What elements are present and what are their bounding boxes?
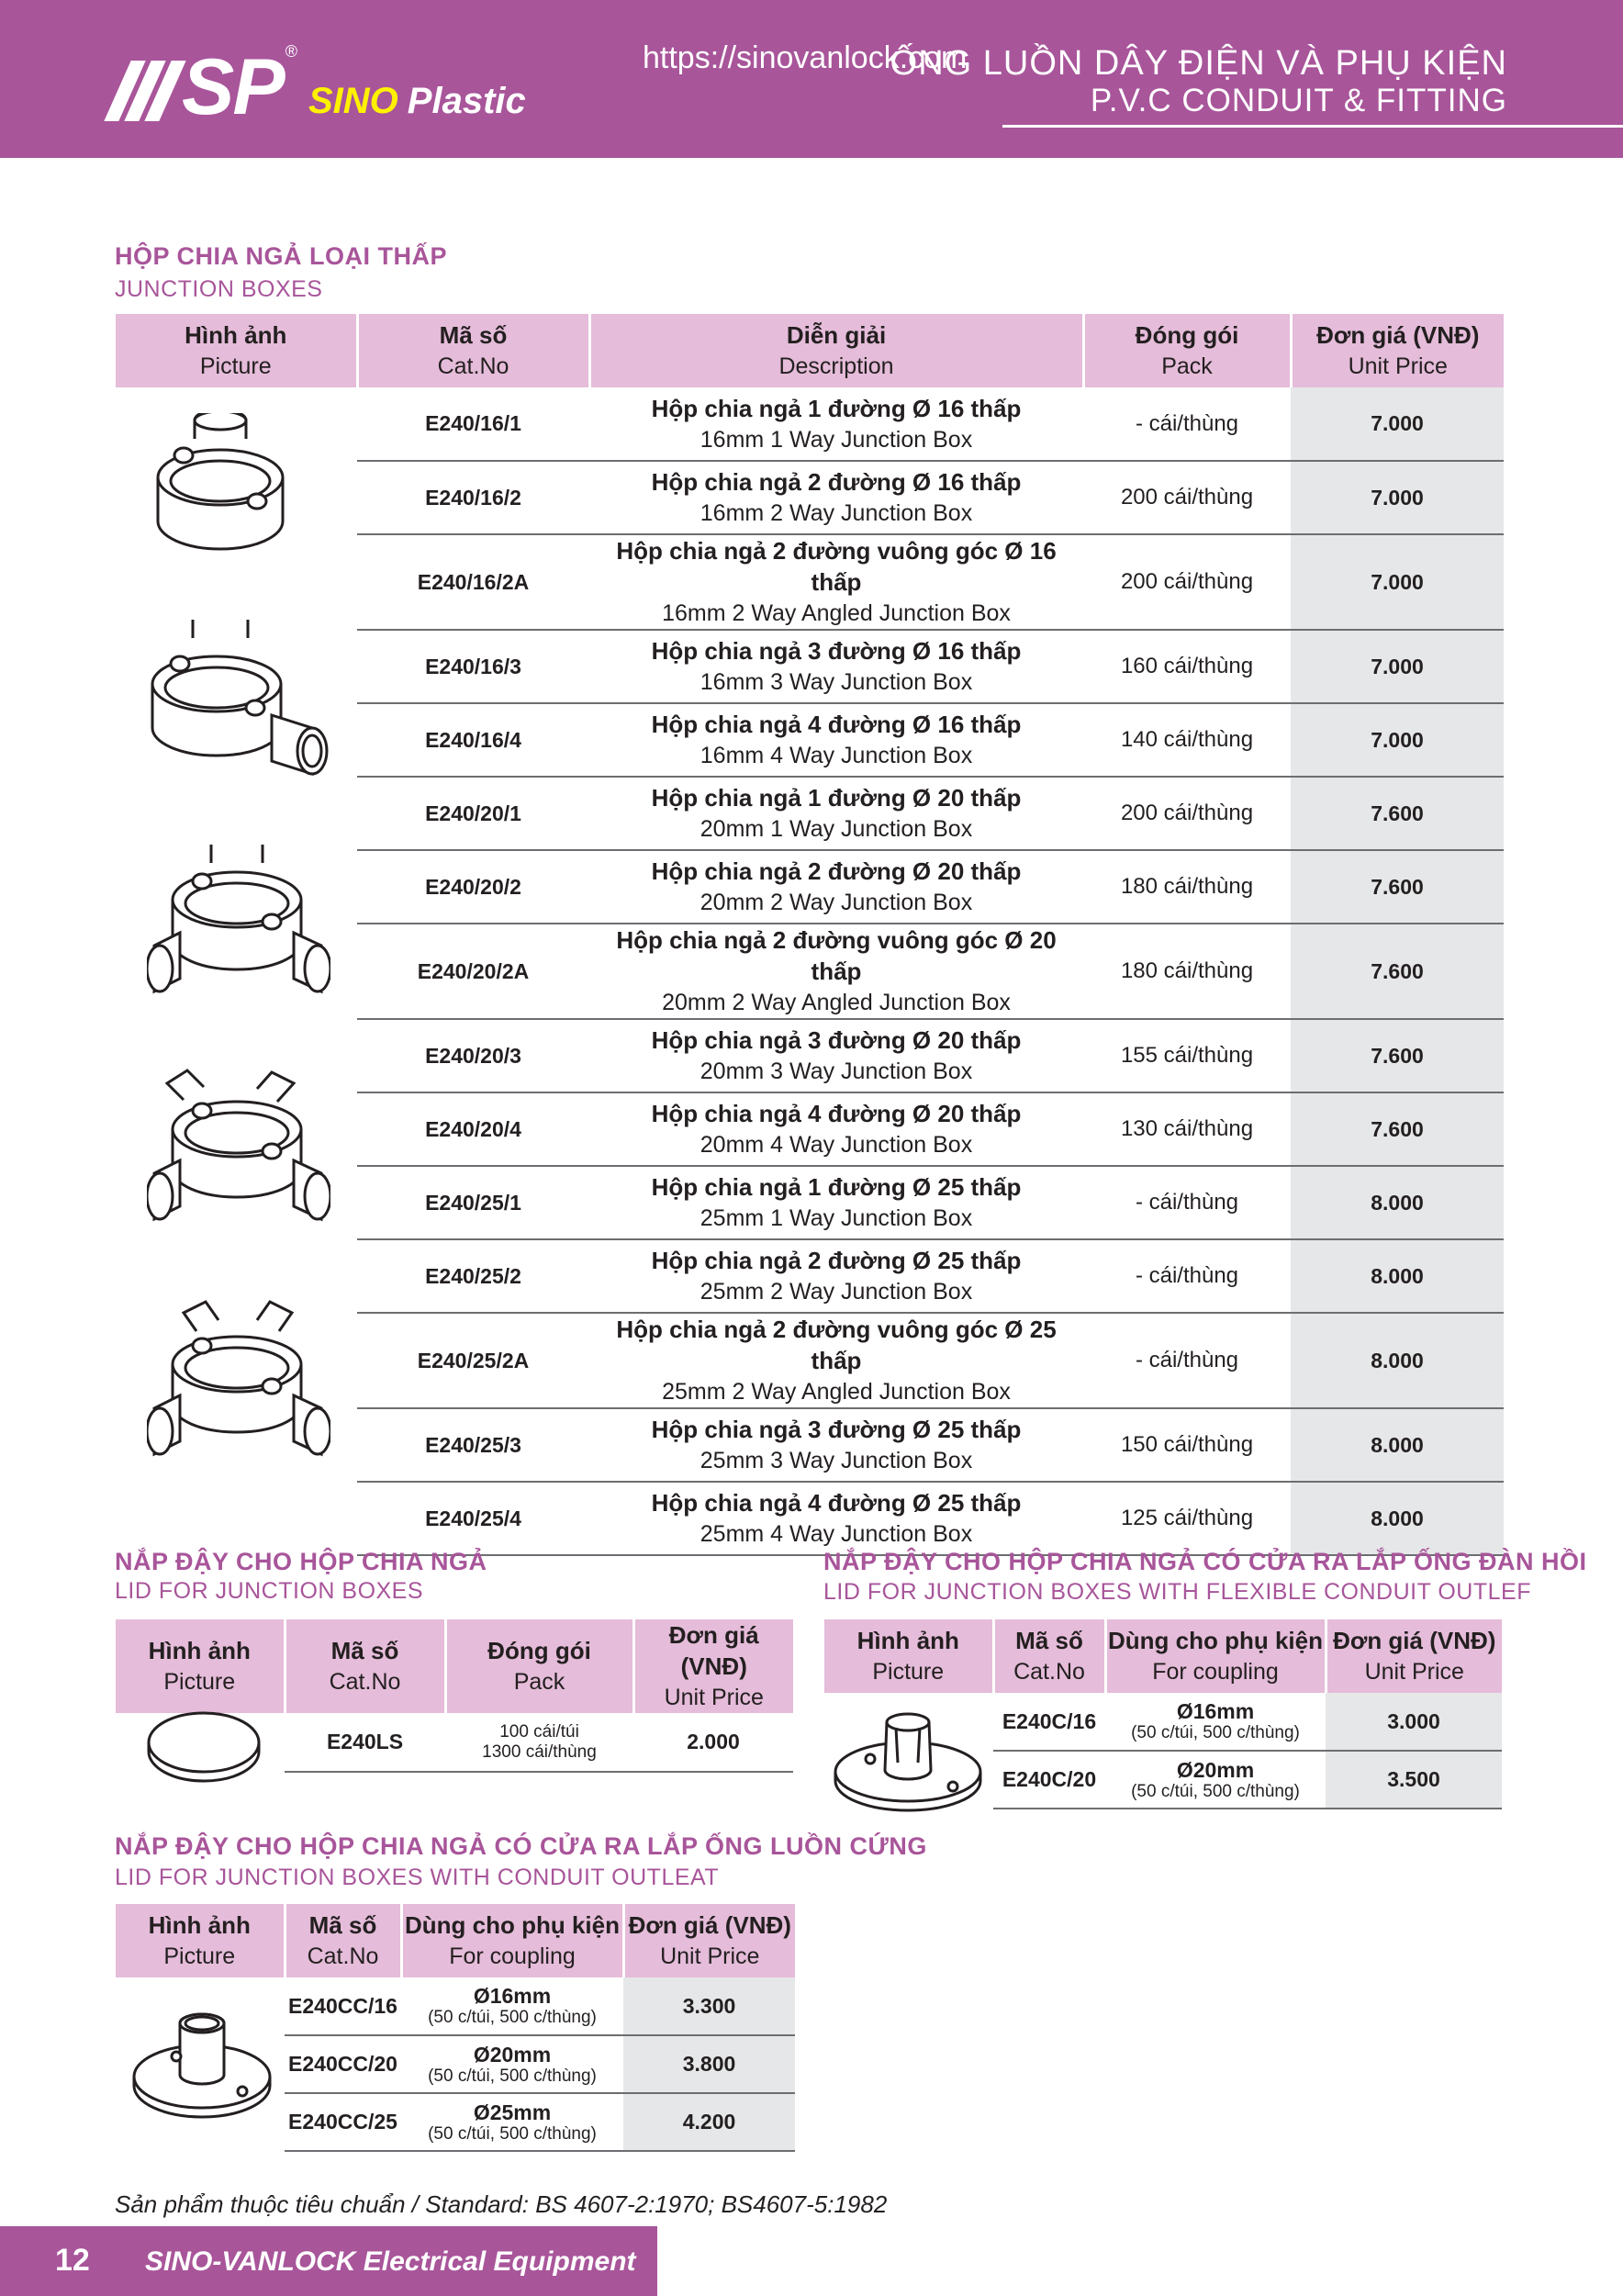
description: Hộp chia ngả 3 đường Ø 16 thấp 16mm 3 Way Junction Box <box>589 630 1083 703</box>
description: Hộp chia ngả 3 đường Ø 25 thấp 25mm 3 Way Junction Box <box>589 1408 1083 1482</box>
description: Hộp chia ngả 1 đường Ø 16 thấp 16mm 1 Way Junction Box <box>589 387 1083 461</box>
header-divider <box>1002 125 1623 128</box>
header-for-coupling: Dùng cho phụ kiện For coupling <box>1105 1619 1326 1693</box>
pack: 180 cái/thùng <box>1083 924 1291 1019</box>
pack: 130 cái/thùng <box>1083 1092 1291 1166</box>
pack: 140 cái/thùng <box>1083 703 1291 777</box>
lid-conduit-outlet-image <box>129 2001 275 2121</box>
catalog-title-en: P.V.C CONDUIT & FITTING <box>1090 83 1507 118</box>
pack: 180 cái/thùng <box>1083 850 1291 924</box>
cat-no: E240/20/1 <box>357 777 589 850</box>
description: Hộp chia ngả 2 đường Ø 16 thấp 16mm 2 Way Junction Box <box>589 461 1083 534</box>
page-number: 12 <box>55 2243 90 2278</box>
unit-price: 7.000 <box>1291 387 1504 461</box>
description: Hộp chia ngả 4 đường Ø 16 thấp 16mm 4 Way Junction Box <box>589 703 1083 777</box>
header-cat-no: Mã số Cat.No <box>357 314 589 387</box>
description: Hộp chia ngả 2 đường Ø 20 thấp 20mm 2 Way Junction Box <box>589 850 1083 924</box>
page-header <box>0 0 1623 158</box>
description: Hộp chia ngả 2 đường vuông góc Ø 25 thấp 25mm 2 Way Angled Junction Box <box>589 1313 1083 1408</box>
lid-flexible-outlet-image <box>830 1708 986 1818</box>
header-picture: Hình ảnh Picture <box>116 1904 285 1977</box>
description: Hộp chia ngả 4 đường Ø 25 thấp 25mm 4 Way Junction Box <box>589 1482 1083 1555</box>
lid-flex-section-title-vn: NẮP ĐẬY CHO HỘP CHIA NGẢ CÓ CỬA RA LẮP ỐNG ĐÀN HỒI <box>823 1548 1587 1575</box>
cat-no: E240C/20 <box>993 1751 1105 1809</box>
logo-slashes-icon <box>118 61 173 121</box>
pack: 200 cái/thùng <box>1083 777 1291 850</box>
unit-price: 7.600 <box>1291 1019 1504 1092</box>
for-coupling: Ø25mm (50 c/túi, 500 c/thùng) <box>401 2093 623 2151</box>
website-url[interactable]: https://sinovanlock.com <box>643 40 968 75</box>
junction-section-title-vn: HỘP CHIA NGẢ LOẠI THẤP <box>115 242 448 270</box>
junction-box-1-way-image <box>138 413 303 569</box>
junction-section-title-en: JUNCTION BOXES <box>115 276 323 302</box>
lid-section-title-vn: NẮP ĐẬY CHO HỘP CHIA NGẢ <box>115 1548 487 1575</box>
for-coupling: Ø16mm (50 c/túi, 500 c/thùng) <box>1105 1693 1326 1751</box>
cat-no: E240LS <box>285 1713 445 1772</box>
description: Hộp chia ngả 4 đường Ø 20 thấp 20mm 4 Way Junction Box <box>589 1092 1083 1166</box>
logo-plastic: Plastic <box>407 81 526 121</box>
unit-price: 3.000 <box>1326 1693 1502 1751</box>
cat-no: E240/20/3 <box>357 1019 589 1092</box>
pack: 125 cái/thùng <box>1083 1482 1291 1555</box>
sino-plastic-logo <box>118 42 526 131</box>
description: Hộp chia ngả 1 đường Ø 20 thấp 20mm 1 Way Junction Box <box>589 777 1083 850</box>
cat-no: E240/25/2 <box>357 1239 589 1313</box>
unit-price: 3.800 <box>623 2035 795 2093</box>
unit-price: 7.000 <box>1291 461 1504 534</box>
for-coupling: Ø20mm (50 c/túi, 500 c/thùng) <box>1105 1751 1326 1809</box>
pack: 100 cái/túi 1300 cái/thùng <box>445 1713 633 1772</box>
cat-no: E240/16/1 <box>357 387 589 461</box>
table-header-row <box>824 1619 1502 1693</box>
pack: 150 cái/thùng <box>1083 1408 1291 1482</box>
pack: 200 cái/thùng <box>1083 461 1291 534</box>
header-cat-no: Mã số Cat.No <box>993 1619 1105 1693</box>
unit-price: 8.000 <box>1291 1313 1504 1408</box>
pack: - cái/thùng <box>1083 1239 1291 1313</box>
catalog-title-vn: ỐNG LUỒN DÂY ĐIỆN VÀ PHỤ KIỆN <box>890 44 1507 83</box>
cat-no: E240/16/4 <box>357 703 589 777</box>
unit-price: 7.000 <box>1291 534 1504 630</box>
table-header-row <box>116 1619 793 1713</box>
for-coupling: Ø16mm (50 c/túi, 500 c/thùng) <box>401 1977 623 2035</box>
cat-no: E240/20/2 <box>357 850 589 924</box>
header-picture: Hình ảnh Picture <box>824 1619 993 1693</box>
unit-price: 4.200 <box>623 2093 795 2151</box>
logo-sino: SINO <box>308 81 398 121</box>
description: Hộp chia ngả 3 đường Ø 20 thấp 20mm 3 Way Junction Box <box>589 1019 1083 1092</box>
pack: 200 cái/thùng <box>1083 534 1291 630</box>
unit-price: 7.600 <box>1291 1092 1504 1166</box>
logo-registered-mark: ® <box>285 42 297 61</box>
unit-price: 3.500 <box>1326 1751 1502 1809</box>
header-pack: Đóng gói Pack <box>1083 314 1291 387</box>
footer-company: SINO-VANLOCK Electrical Equipment <box>145 2246 636 2277</box>
lid-image <box>145 1706 264 1788</box>
unit-price: 7.000 <box>1291 703 1504 777</box>
cat-no: E240C/16 <box>993 1693 1105 1751</box>
cat-no: E240/25/3 <box>357 1408 589 1482</box>
description: Hộp chia ngả 2 đường vuông góc Ø 16 thấp 16mm 2 Way Angled Junction Box <box>589 534 1083 630</box>
pack: - cái/thùng <box>1083 1313 1291 1408</box>
header-picture: Hình ảnh Picture <box>116 314 357 387</box>
unit-price: 8.000 <box>1291 1239 1504 1313</box>
lid-section-title-en: LID FOR JUNCTION BOXES <box>115 1578 424 1604</box>
header-cat-no: Mã số Cat.No <box>285 1904 401 1977</box>
header-cat-no: Mã số Cat.No <box>285 1619 445 1713</box>
cat-no: E240CC/25 <box>285 2093 401 2151</box>
cat-no: E240/16/2 <box>357 461 589 534</box>
header-unit-price: Đơn giá (VNĐ) Unit Price <box>623 1904 795 1977</box>
header-unit-price: Đơn giá (VNĐ) Unit Price <box>1326 1619 1502 1693</box>
unit-price: 8.000 <box>1291 1482 1504 1555</box>
junction-box-2-way-image <box>138 620 330 790</box>
description: Hộp chia ngả 1 đường Ø 25 thấp 25mm 1 Way Junction Box <box>589 1166 1083 1239</box>
unit-price: 3.300 <box>623 1977 795 2035</box>
cat-no: E240/20/4 <box>357 1092 589 1166</box>
cat-no: E240/25/2A <box>357 1313 589 1408</box>
unit-price: 8.000 <box>1291 1166 1504 1239</box>
page-footer <box>0 2226 657 2296</box>
header-pack: Đóng gói Pack <box>445 1619 633 1713</box>
table-header-row <box>116 314 1504 387</box>
description: Hộp chia ngả 2 đường Ø 25 thấp 25mm 2 Way Junction Box <box>589 1239 1083 1313</box>
cat-no: E240/16/2A <box>357 534 589 630</box>
logo-sp: SP <box>182 43 284 131</box>
pack: - cái/thùng <box>1083 1166 1291 1239</box>
cat-no: E240/16/3 <box>357 630 589 703</box>
unit-price: 7.600 <box>1291 924 1504 1019</box>
unit-price: 8.000 <box>1291 1408 1504 1482</box>
junction-box-4-way-image <box>147 1065 330 1239</box>
unit-price: 7.000 <box>1291 630 1504 703</box>
cat-no: E240/25/1 <box>357 1166 589 1239</box>
pack: 160 cái/thùng <box>1083 630 1291 703</box>
header-unit-price: Đơn giá (VNĐ) Unit Price <box>633 1619 793 1713</box>
header-description: Diễn giải Description <box>589 314 1083 387</box>
lid-cc-section-title-vn: NẮP ĐẬY CHO HỘP CHIA NGẢ CÓ CỬA RA LẮP ỐNG LUỒN CỨNG <box>115 1832 927 1860</box>
header-unit-price: Đơn giá (VNĐ) Unit Price <box>1291 314 1504 387</box>
unit-price: 7.600 <box>1291 777 1504 850</box>
description: Hộp chia ngả 2 đường vuông góc Ø 20 thấp 20mm 2 Way Angled Junction Box <box>589 924 1083 1019</box>
for-coupling: Ø20mm (50 c/túi, 500 c/thùng) <box>401 2035 623 2093</box>
unit-price: 7.600 <box>1291 850 1504 924</box>
cat-no: E240CC/16 <box>285 1977 401 2035</box>
pack: 155 cái/thùng <box>1083 1019 1291 1092</box>
cat-no: E240/20/2A <box>357 924 589 1019</box>
lid-cc-section-title-en: LID FOR JUNCTION BOXES WITH CONDUIT OUTLEAT <box>115 1865 720 1890</box>
header-for-coupling: Dùng cho phụ kiện For coupling <box>401 1904 623 1977</box>
standard-note: Sản phẩm thuộc tiêu chuẩn / Standard: BS 4607-2:1970; BS4607-5:1982 <box>115 2190 888 2218</box>
junction-box-4-way-cross-image <box>147 1294 330 1478</box>
table-header-row <box>116 1904 795 1977</box>
cat-no: E240CC/20 <box>285 2035 401 2093</box>
header-picture: Hình ảnh Picture <box>116 1619 285 1713</box>
lid-flex-section-title-en: LID FOR JUNCTION BOXES WITH FLEXIBLE CONDUIT OUTLEF <box>823 1579 1531 1605</box>
unit-price: 2.000 <box>633 1713 793 1772</box>
junction-box-3-way-image <box>147 845 330 1010</box>
cat-no: E240/25/4 <box>357 1482 589 1555</box>
pack: - cái/thùng <box>1083 387 1291 461</box>
table-row <box>116 387 1504 461</box>
